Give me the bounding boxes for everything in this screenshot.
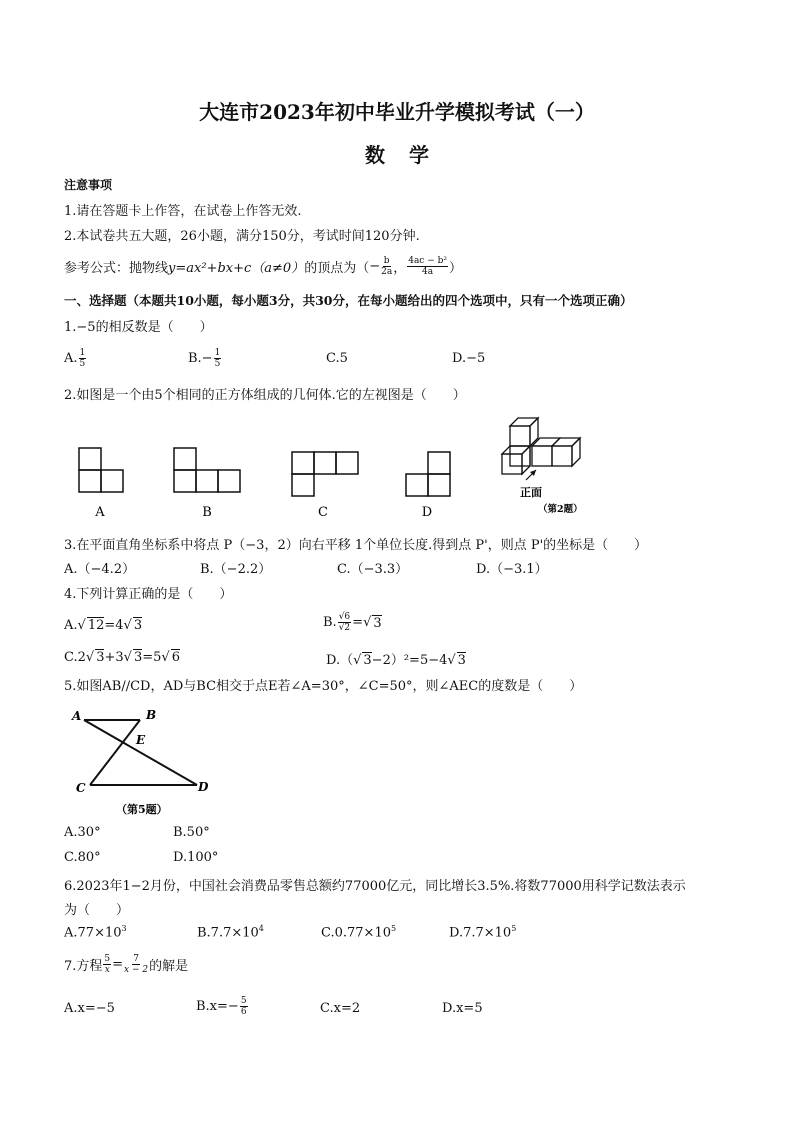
option-label: A. <box>64 618 78 633</box>
fraction-numerator: b <box>383 256 390 266</box>
point-e-label: E <box>136 733 146 747</box>
question-2-stem: 2.如图是一个由5个相同的正方体组成的几何体.它的左视图是（ ） <box>64 388 466 403</box>
option-label: B.− <box>188 351 213 366</box>
exponent: 5 <box>391 924 397 933</box>
option-c-label: C <box>318 505 328 520</box>
question-6-stem-line-1: 6.2023年1−2月份，中国社会消费品零售总额约77000亿元，同比增长3.5%.将数77000用科学记数法表示 <box>64 879 686 894</box>
exponent: 3 <box>121 924 127 933</box>
question-5-option-b: B.50° <box>173 825 210 840</box>
question-7-option-d: D.x=5 <box>442 1001 483 1016</box>
question-3-option-c: C.（−3.3） <box>337 562 409 577</box>
view-option-a <box>79 448 123 492</box>
view-option-b <box>174 448 240 492</box>
vertex-y-fraction <box>407 256 448 277</box>
radicand: 12 <box>87 618 105 633</box>
fraction-numerator: √6 <box>338 612 351 622</box>
cube-solid-figure <box>502 418 580 474</box>
question-4-option-b <box>323 612 382 633</box>
fraction-numerator: 1 <box>79 348 86 358</box>
notes-item-2: 2.本试卷共五大题，26小题，满分150分，考试时间120分钟. <box>64 229 420 244</box>
question-7-option-a: A.x=−5 <box>64 1001 115 1016</box>
option-text: B.7.7×10 <box>197 925 259 941</box>
radicand: 3 <box>133 650 143 665</box>
stem-text: 7.方程 <box>64 959 103 974</box>
point-c-label: C <box>76 781 86 795</box>
question-1-option-c: C.5 <box>326 351 348 366</box>
question-5-option-d: D.100° <box>173 850 219 865</box>
fraction-denominator: 6 <box>240 1007 247 1017</box>
option-fraction <box>240 996 248 1017</box>
radical-icon <box>86 650 94 665</box>
option-text: D.7.7×10 <box>449 925 512 941</box>
radicand: 3 <box>373 615 382 631</box>
radicand: 3 <box>363 653 372 668</box>
radicand: 3 <box>133 618 143 633</box>
segment-bc <box>90 720 140 785</box>
fraction-denominator: 4a <box>422 267 434 277</box>
question-4-stem: 4.下列计算正确的是（ ） <box>64 587 233 602</box>
fraction-numerator: 1 <box>214 348 221 358</box>
question-1-stem: 1.−5的相反数是（ ） <box>64 320 213 335</box>
fraction-numerator: 5 <box>104 954 111 964</box>
question-2-figure <box>60 412 620 522</box>
formula-suffix: ） <box>448 261 462 276</box>
fraction-denominator: 2a <box>381 267 393 277</box>
radical-icon <box>124 618 132 633</box>
option-label: B. <box>323 615 337 630</box>
option-d-label: D <box>421 505 433 520</box>
radicand: 6 <box>171 650 180 665</box>
formula-comma: ， <box>393 261 407 276</box>
question-7-option-b <box>196 996 249 1017</box>
fraction-denominator: 5 <box>79 359 86 369</box>
radical-icon <box>78 618 86 633</box>
equation-fraction-left <box>103 954 111 975</box>
radical-icon <box>353 653 361 668</box>
question-3-stem: 3.在平面直角坐标系中将点 P（−3，2）向右平移 1个单位长度.得到点 P'，则点 P'的坐标是（ ） <box>64 538 648 553</box>
question-7-stem <box>64 954 188 975</box>
exam-title: 大连市2023年初中毕业升学模拟考试（一） <box>199 100 595 124</box>
view-option-c <box>292 452 358 496</box>
equals-text: =5 <box>142 650 162 665</box>
question-5-option-c: C.80° <box>64 850 101 865</box>
point-a-label: A <box>72 709 82 723</box>
formula-prefix: 参考公式：抛物线 <box>64 261 169 276</box>
option-fraction <box>214 348 222 369</box>
fraction-denominator: 5 <box>214 359 221 369</box>
fraction-numerator: 7 <box>133 954 139 964</box>
expression-text: −2）²=5−4 <box>371 653 448 668</box>
radical-icon <box>124 650 132 665</box>
radicand: 3 <box>457 653 466 668</box>
question-6-option-a <box>64 924 127 940</box>
notes-heading: 注意事项 <box>64 178 113 192</box>
equation-fraction-right <box>124 954 148 975</box>
option-label: C.2 <box>64 650 86 665</box>
fraction-numerator: 4ac − b² <box>408 256 447 266</box>
question-3-option-d: D.（−3.1） <box>476 562 548 577</box>
subject-title: 数学 <box>365 143 453 167</box>
option-text: A.77×10 <box>64 925 122 941</box>
formula-sign: − <box>369 259 381 274</box>
notes-item-1: 1.请在答题卡上作答，在试卷上作答无效. <box>64 204 302 219</box>
question-4-option-a <box>64 617 142 633</box>
stem-text: 的解是 <box>149 959 189 974</box>
question-6-stem-line-2: 为（ ） <box>64 903 130 918</box>
figure-5-caption: （第5题） <box>116 803 168 816</box>
option-label: B.x=− <box>196 999 239 1014</box>
question-5-option-a: A.30° <box>64 825 101 840</box>
formula-equation: y=ax²+bx+c（a≠0） <box>168 261 305 276</box>
point-d-label: D <box>198 780 209 794</box>
vertex-x-fraction <box>381 256 392 277</box>
question-3-option-b: B.（−2.2） <box>200 562 272 577</box>
front-label: 正面 <box>520 486 542 499</box>
question-6-option-d <box>449 924 516 940</box>
plus-text: +3 <box>104 650 124 665</box>
option-label: D.（ <box>326 653 354 668</box>
exponent: 5 <box>511 924 517 933</box>
radicand: 3 <box>96 650 105 665</box>
question-4-option-c <box>64 649 180 665</box>
question-1-option-d: D.−5 <box>452 351 486 366</box>
question-3-option-a: A.（−4.2） <box>64 562 136 577</box>
question-5-figure <box>66 702 226 822</box>
fraction-denominator: x − 2 <box>124 965 149 975</box>
radical-icon <box>363 615 371 630</box>
reference-formula <box>64 256 462 277</box>
equals-text: =4 <box>104 618 124 633</box>
point-b-label: B <box>146 708 157 722</box>
question-1-option-b <box>188 348 222 369</box>
option-text: C.0.77×10 <box>321 925 391 941</box>
figure-2-caption: （第2题） <box>538 504 583 515</box>
option-fraction <box>338 612 351 633</box>
radical-icon <box>161 650 169 665</box>
question-7-option-c: C.x=2 <box>320 1001 361 1016</box>
question-5-stem: 5.如图AB//CD，AD与BC相交于点E若∠A=30°，∠C=50°，则∠AEC的度数是（ ） <box>64 679 583 694</box>
segment-ad <box>84 720 197 785</box>
question-4-option-d <box>326 649 466 668</box>
view-option-d <box>406 452 450 496</box>
equals-text: = <box>112 957 124 972</box>
question-1-option-a <box>64 348 87 369</box>
fraction-numerator: 5 <box>240 996 247 1006</box>
fraction-denominator: √2 <box>338 623 351 633</box>
section-heading: 一、选择题（本题共10小题，每小题3分，共30分，在每小题给出的四个选项中，只有一个选项正确） <box>64 293 633 308</box>
exponent: 4 <box>258 924 264 933</box>
fraction-denominator: x <box>104 965 110 975</box>
formula-mid: 的顶点为（ <box>304 261 370 276</box>
option-b-label: B <box>202 505 212 520</box>
equals-text: = <box>352 615 364 630</box>
question-6-option-c <box>321 924 396 940</box>
question-6-option-b <box>197 924 264 940</box>
option-a-label: A <box>95 505 105 520</box>
radical-icon <box>447 653 455 668</box>
option-fraction <box>79 348 87 369</box>
option-label: A. <box>64 351 78 366</box>
